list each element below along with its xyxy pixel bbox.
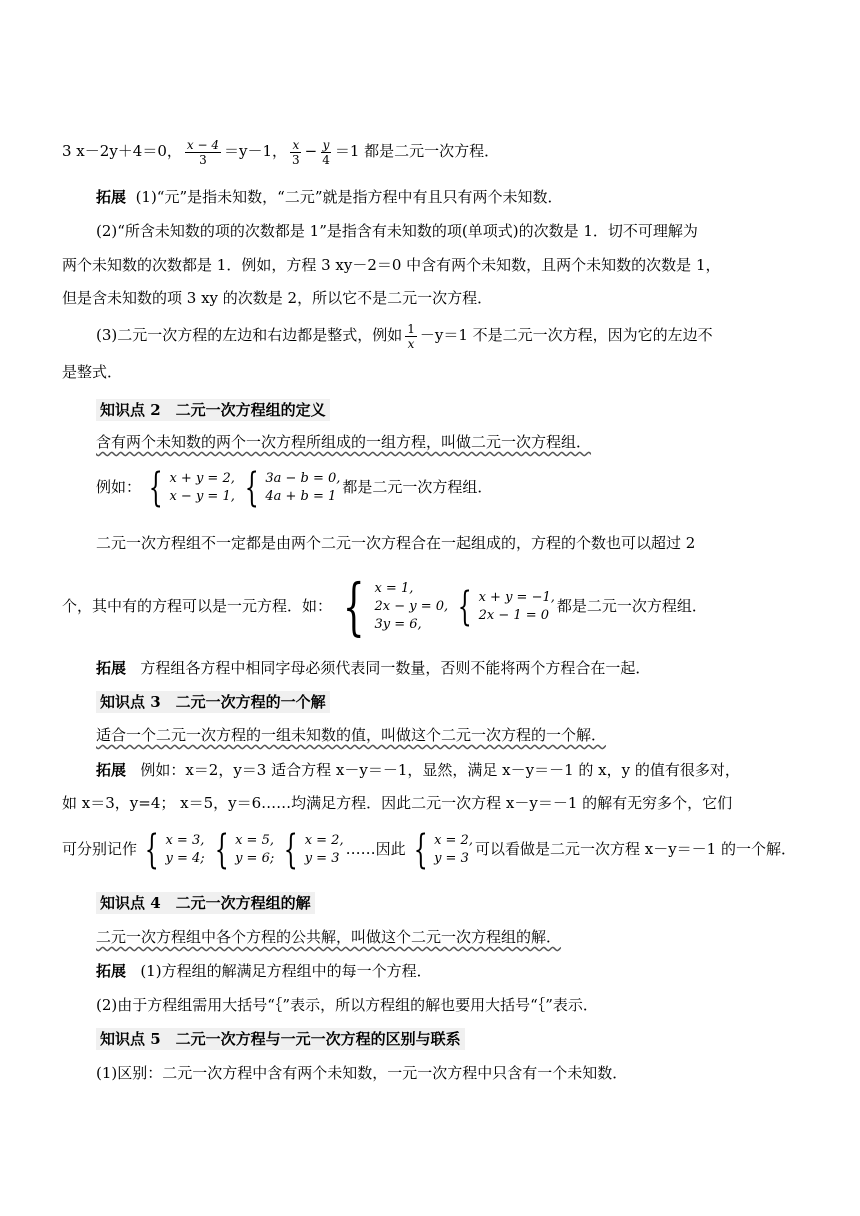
equation: x − y = 1, [169,489,235,504]
paragraph-text: (1)方程组的解满足方程组中的每一个方程． [140,962,432,980]
paragraph-text: 例如：x＝2，y＝3 适合方程 x－y＝－1，显然，满足 x－y＝－1 的 x，y 的值有很多对， [140,761,740,779]
kp3-extension-line-3 [62,827,802,873]
paragraph-text: 两个未知数的次数都是 1．例如，方程 3 xy－2＝0 中含有两个未知数，且两个未知数的次数是 1， [62,256,721,274]
extension-paragraph-3 [96,318,802,352]
brace: { [342,570,365,643]
paragraph-text: 都是二元一次方程组． [342,478,493,496]
equation: x + y = 2, [169,471,235,486]
equation: x = 1, [374,581,414,596]
extension-paragraph-2 [96,214,802,248]
kp5-paragraph-1 [96,1056,802,1090]
section-title: 知识点 4 二元一次方程组的解 [96,892,315,914]
brace: { [214,827,229,873]
knowledge-point-4-title [96,886,802,920]
fraction: $\frac{x}{3}$ [292,137,300,167]
equation: y = 3 [304,851,340,866]
extension-label: 拓展 [96,188,127,206]
kp3-extension-line-2 [62,786,802,820]
knowledge-point-2-definition [96,425,802,459]
knowledge-point-5-title [96,1022,802,1056]
equation: y = 4; [165,851,205,866]
kp3-extension [96,753,802,787]
equation-system [334,570,449,643]
equation: y = 6; [235,851,275,866]
section-title: 知识点 2 二元一次方程组的定义 [96,399,330,421]
brace: { [283,827,298,873]
kp4-extension [96,954,802,988]
brace: { [148,465,163,511]
equation-system [143,465,235,511]
paragraph-text: 个，其中有的方程可以是一元方程．如： [62,597,333,615]
equation-text: ＝1 都是二元一次方程． [334,142,500,160]
paragraph-text: (2)“所含未知数的项的次数都是 1”是指含有未知数的项(单项式)的次数是 1．切不可理解为 [96,222,698,240]
paragraph-text: ……因此 [345,840,406,858]
knowledge-point-3-title [96,685,802,719]
paragraph-text: 可以看做是二元一次方程 x－y＝－1 的一个解． [474,840,796,858]
equation: 3y = 6, [374,617,422,632]
paragraph-text: 如 x＝3，y=4； x＝5，y＝6……均满足方程．因此二元一次方程 x－y＝－1 的解有无穷多个，它们 [62,794,733,812]
equation: 4a + b = 1 [265,489,337,504]
minus-sign: − [304,142,318,160]
extension-paragraph-1 [96,180,802,214]
equation-system [209,827,275,873]
section-title: 知识点 3 二元一次方程的一个解 [96,691,330,713]
section-title: 知识点 5 二元一次方程与一元一次方程的区别与联系 [96,1028,465,1050]
extension-label: 拓展 [96,962,127,980]
definition-text: 适合一个二元一次方程的一组未知数的值，叫做这个二元一次方程的一个解． [96,726,607,744]
equation-text: 3 x－2y＋4＝0， [62,142,182,160]
equation-system [452,584,555,630]
paragraph-text: (2)由于方程组需用大括号“｛”表示，所以方程组的解也要用大括号“｛”表示． [96,996,598,1014]
definition-text: 含有两个未知数的两个一次方程所组成的一组方程，叫做二元一次方程组． [96,433,592,451]
paragraph-text: 方程组各方程中相同字母必须代表同一数量，否则不能将两个方程合在一起． [140,659,651,677]
kp2-paragraph [96,526,802,560]
equation-system [278,827,344,873]
paragraph-text: －y＝1 不是二元一次方程，因为它的左边不 [419,326,713,344]
paragraph-text: 但是含未知数的项 3 xy 的次数是 2，所以它不是二元一次方程． [62,289,493,307]
equation-system [239,465,341,511]
fraction: $\frac{y}{4}$ [322,137,330,167]
equation: x + y = −1, [478,590,555,605]
knowledge-point-3-definition [96,718,802,752]
brace: { [413,827,428,873]
knowledge-point-2-title [96,393,802,427]
extension-paragraph-2-line-2 [62,248,802,282]
equation-system [408,827,473,873]
equation: x = 3, [165,833,205,848]
extension-label: 拓展 [96,659,127,677]
paragraph-text: (3)二元一次方程的左边和右边都是整式，例如 [96,326,403,344]
fraction: $\frac{x - 4}{3}$ [186,137,219,167]
equation: x = 5, [235,833,274,848]
paragraph-text: 例如： [96,478,142,496]
equation: 3a − b = 0, [265,471,341,486]
brace: { [144,827,159,873]
equation-examples-line [62,134,802,168]
equation: 2x − 1 = 0 [478,608,550,623]
fraction: $\frac{1}{x}$ [407,321,415,351]
equation-system [139,827,205,873]
equation: y = 3 [434,851,469,866]
brace: { [244,465,259,511]
equation: 2x − y = 0, [374,599,449,614]
equation: x = 2, [304,833,344,848]
kp2-paragraph-line-2 [62,570,802,643]
extension-paragraph-3-line-2 [62,355,802,389]
paragraph-text: 是整式． [62,363,123,381]
paragraph-text: (1)“元”是指未知数，“二元”就是指方程中有且只有两个未知数． [135,188,563,206]
paragraph-text: (1)区别：二元一次方程中含有两个未知数，一元一次方程中只含有一个未知数． [96,1064,628,1082]
kp4-extension-2 [96,988,802,1022]
brace: { [457,584,472,630]
knowledge-point-4-definition [96,920,802,954]
kp2-extension [96,651,802,685]
kp2-example-line [96,465,802,511]
equation: x = 2, [434,833,473,848]
extension-label: 拓展 [96,761,127,779]
paragraph-text: 都是二元一次方程组． [556,597,707,615]
equation-text: ＝y－1， [223,142,288,160]
paragraph-text: 二元一次方程组不一定都是由两个二元一次方程合在一起组成的，方程的个数也可以超过 2 [96,534,696,552]
extension-paragraph-2-line-3 [62,281,802,315]
paragraph-text: 可分别记作 [62,840,138,858]
definition-text: 二元一次方程组中各个方程的公共解，叫做这个二元一次方程组的解． [96,928,562,946]
